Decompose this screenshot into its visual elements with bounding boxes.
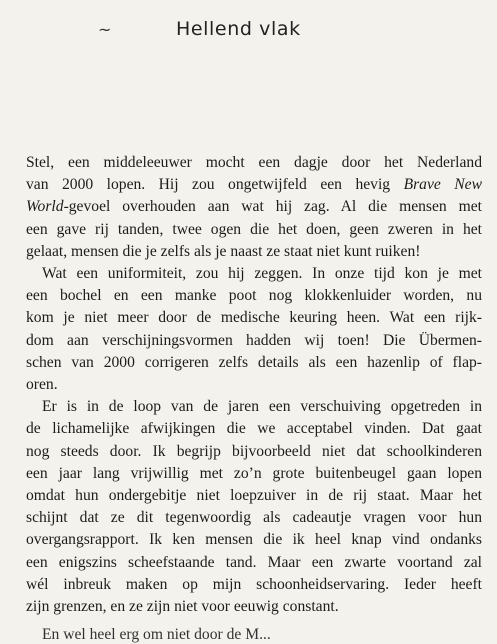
text-segment: een gave rij tanden, twee ogen die het doen, geen zweren in het (26, 220, 482, 238)
text-segment: Stel, een middeleeuwer mocht een dagje door het Nederland (26, 154, 482, 171)
text-segment: kom je niet meer door de medische keuring heen. Wat een rijk- (26, 309, 482, 327)
chapter-title: Hellend vlak (176, 18, 301, 40)
text-segment: schijnt dat ze dit tegenwoordig als cadeautje vragen voor hun (26, 509, 482, 527)
text-segment: -gevoel overhouden aan wat hij zag. Al die mensen met (63, 198, 482, 216)
text-segment: een jaar lang vrijwillig met zo’n grote buitenbeugel gaan lopen (26, 464, 482, 482)
italic-text: Brave New (403, 176, 482, 194)
cut-off-line: En wel heel erg om niet door de M... (42, 626, 271, 643)
text-line (26, 196, 482, 218)
text-line (26, 596, 482, 618)
text-line (26, 441, 482, 463)
text-line (26, 529, 482, 551)
text-line (26, 152, 482, 174)
text-line (26, 463, 482, 485)
text-line (26, 263, 482, 285)
text-segment: dom aan verschijningsvormen hadden wij toen! Die Übermen- (26, 331, 482, 349)
text-segment: van 2000 lopen. Hij zou ongetwijfeld een hevig (26, 176, 404, 194)
text-line (26, 330, 482, 352)
text-segment: schen van 2000 corrigeren zelfs details als een hazenlip of flap- (26, 353, 482, 371)
text-line (26, 352, 482, 374)
text-line (26, 552, 482, 574)
text-segment: wél inbreuk maken op mijn schoonheidservaring. Ieder heeft (26, 575, 482, 593)
text-segment: Er is in de loop van de jaren een verschuiving opgetreden in (42, 398, 482, 416)
text-segment: omdat hun ondergebitje niet loepzuiver in de rij staat. Maar het (26, 487, 482, 505)
text-line (26, 396, 482, 418)
text-segment: nog steeds door. Ik begrijp bijvoorbeeld niet dat schoolkinderen (26, 442, 482, 460)
text-line (26, 307, 482, 329)
text-line (26, 241, 482, 263)
text-segment: een bochel en een manke poot nog klokkenluider worden, nu (26, 287, 482, 305)
text-segment: gelaat, mensen die je zelfs als je naast ze staat niet kunt ruiken! (26, 242, 421, 260)
text-segment: de lichamelijke afwijkingen die we acceptabel vinden. Dat gaat (26, 420, 482, 438)
paragraph (26, 396, 482, 618)
tilde-ornament-icon: ~ (98, 20, 112, 39)
paragraph (26, 263, 482, 396)
text-line (26, 418, 482, 440)
text-segment: overgangsrapport. Ik ken mensen die ik heel knap vind ondanks (26, 531, 482, 549)
text-segment: een enigszins scheefstaande tand. Maar een zwarte voortand zal (26, 553, 482, 571)
chapter-header (0, 18, 497, 48)
text-line (26, 574, 482, 596)
body-text (26, 152, 482, 618)
text-line (26, 485, 482, 507)
text-segment: oren. (26, 376, 58, 394)
paragraph (26, 152, 482, 263)
text-line (26, 174, 482, 196)
text-segment: Wat een uniformiteit, zou hij zeggen. In onze tijd kon je met (42, 265, 482, 283)
text-segment: zijn grenzen, en ze zijn niet voor eeuwig constant. (26, 598, 339, 616)
text-line (26, 374, 482, 396)
text-line (26, 285, 482, 307)
italic-text: World (26, 198, 64, 216)
text-line (26, 507, 482, 529)
text-line (26, 219, 482, 241)
